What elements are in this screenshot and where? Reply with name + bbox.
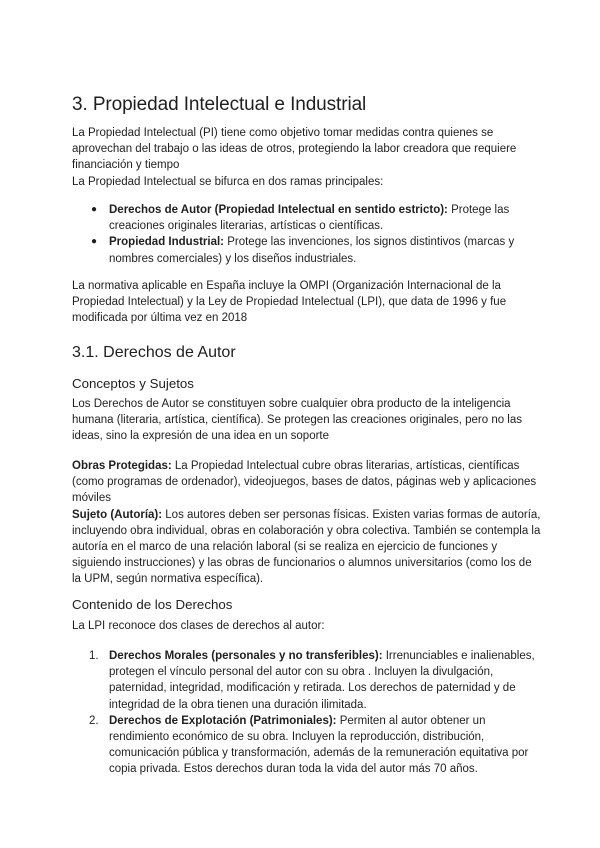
contenido-intro-block [72, 618, 542, 634]
section-3-title: 3. Propiedad Intelectual e Industrial [72, 94, 367, 115]
list-item [91, 202, 543, 234]
sujeto-label: Sujeto (Autoría): [72, 508, 163, 521]
bullet-icon: ● [91, 236, 98, 248]
obras-text: La Propiedad Intelectual cubre obras literarias, artísticas, científicas (como programas de ordenador), videojuegos, bases de datos, páginas web y aplicaciones móviles [72, 460, 537, 505]
right-text: Permiten al autor obtener un rendimiento económico de su obra. Incluyen la reproducción, distribución, comunicación pública y transformación, además de la remuneración equitativa por copia privada. Estos derechos duran toda la vida del autor más 70 años. [109, 714, 529, 776]
list-item [89, 713, 543, 778]
obras-block [72, 458, 542, 588]
right-title: Derechos de Explotación (Patrimoniales): [109, 714, 337, 727]
obras-label: Obras Protegidas: [72, 460, 172, 472]
list-item [91, 234, 543, 266]
branch-text: Protege las invenciones, los signos distintivos (marcas y nombres comerciales) y los diseños industriales. [109, 236, 515, 265]
sujeto-text: Los autores deben ser personas físicas. Existen varias formas de autoría, incluyendo obra individual, obras en colaboración y obra colectiva. También se contempla la autoría en el marco de una relación laboral (si se realiza en ejercicio de funciones y siguiendo instrucciones) y las obras de funcionarios o alumnos universitarios (como los de la UPM, según normativa específica). [72, 508, 541, 586]
branch-title: Derechos de Autor (Propiedad Intelectual en sentido estricto): [109, 204, 448, 216]
branch-title: Propiedad Industrial: [109, 236, 225, 249]
section-3-1-title: 3.1. Derechos de Autor [72, 344, 236, 361]
normativa-paragraph: La normativa aplicable en España incluye la OMPI (Organización Internacional de la Propiedad Intelectual) y la Ley de Propiedad Intelectual (LPI), que data de 1996 y fue modificada por última vez en 2018 [72, 280, 507, 325]
item-number: 1. [89, 650, 99, 662]
conceptos-block [72, 396, 542, 445]
section-3-intro [72, 125, 542, 190]
item-number: 2. [89, 714, 99, 727]
branches-list [91, 202, 543, 267]
conceptos-paragraph: Los Derechos de Autor se constituyen sobre cualquier obra producto de la inteligencia humana (literaria, artística, científica). Se protegen las creaciones originales, pero no las ideas, sino la expresión de una idea en un soporte [72, 398, 523, 443]
sujeto-paragraph [72, 507, 542, 588]
rights-list [89, 648, 543, 778]
normativa-block [72, 278, 542, 327]
branch-text: Protege las creaciones originales literarias, artísticas o científicas. [109, 204, 510, 233]
contenido-intro: La LPI reconoce dos clases de derechos al autor: [72, 620, 325, 632]
contenido-title: Contenido de los Derechos [72, 597, 233, 612]
conceptos-title: Conceptos y Sujetos [72, 376, 194, 391]
branches-lead: La Propiedad Intelectual se bifurca en dos ramas principales: [72, 175, 384, 188]
right-title: Derechos Morales (personales y no transferibles): [109, 650, 383, 662]
list-item [89, 648, 543, 713]
obras-paragraph [72, 458, 542, 507]
right-text: Irrenunciables e inalienables, protegen el vínculo personal del autor con su obra . Incluyen la divulgación, paternidad, integridad, modificación y retirada. Los derechos de paternidad y de integridad de la obra tienen una duración ilimitada. [109, 650, 535, 711]
intro-paragraph: La Propiedad Intelectual (PI) tiene como objetivo tomar medidas contra quienes se aprovechan del trabajo o las ideas de otros, protegiendo la labor creadora que requiere financiación y tiempo [72, 127, 517, 172]
bullet-icon: ● [91, 204, 98, 215]
